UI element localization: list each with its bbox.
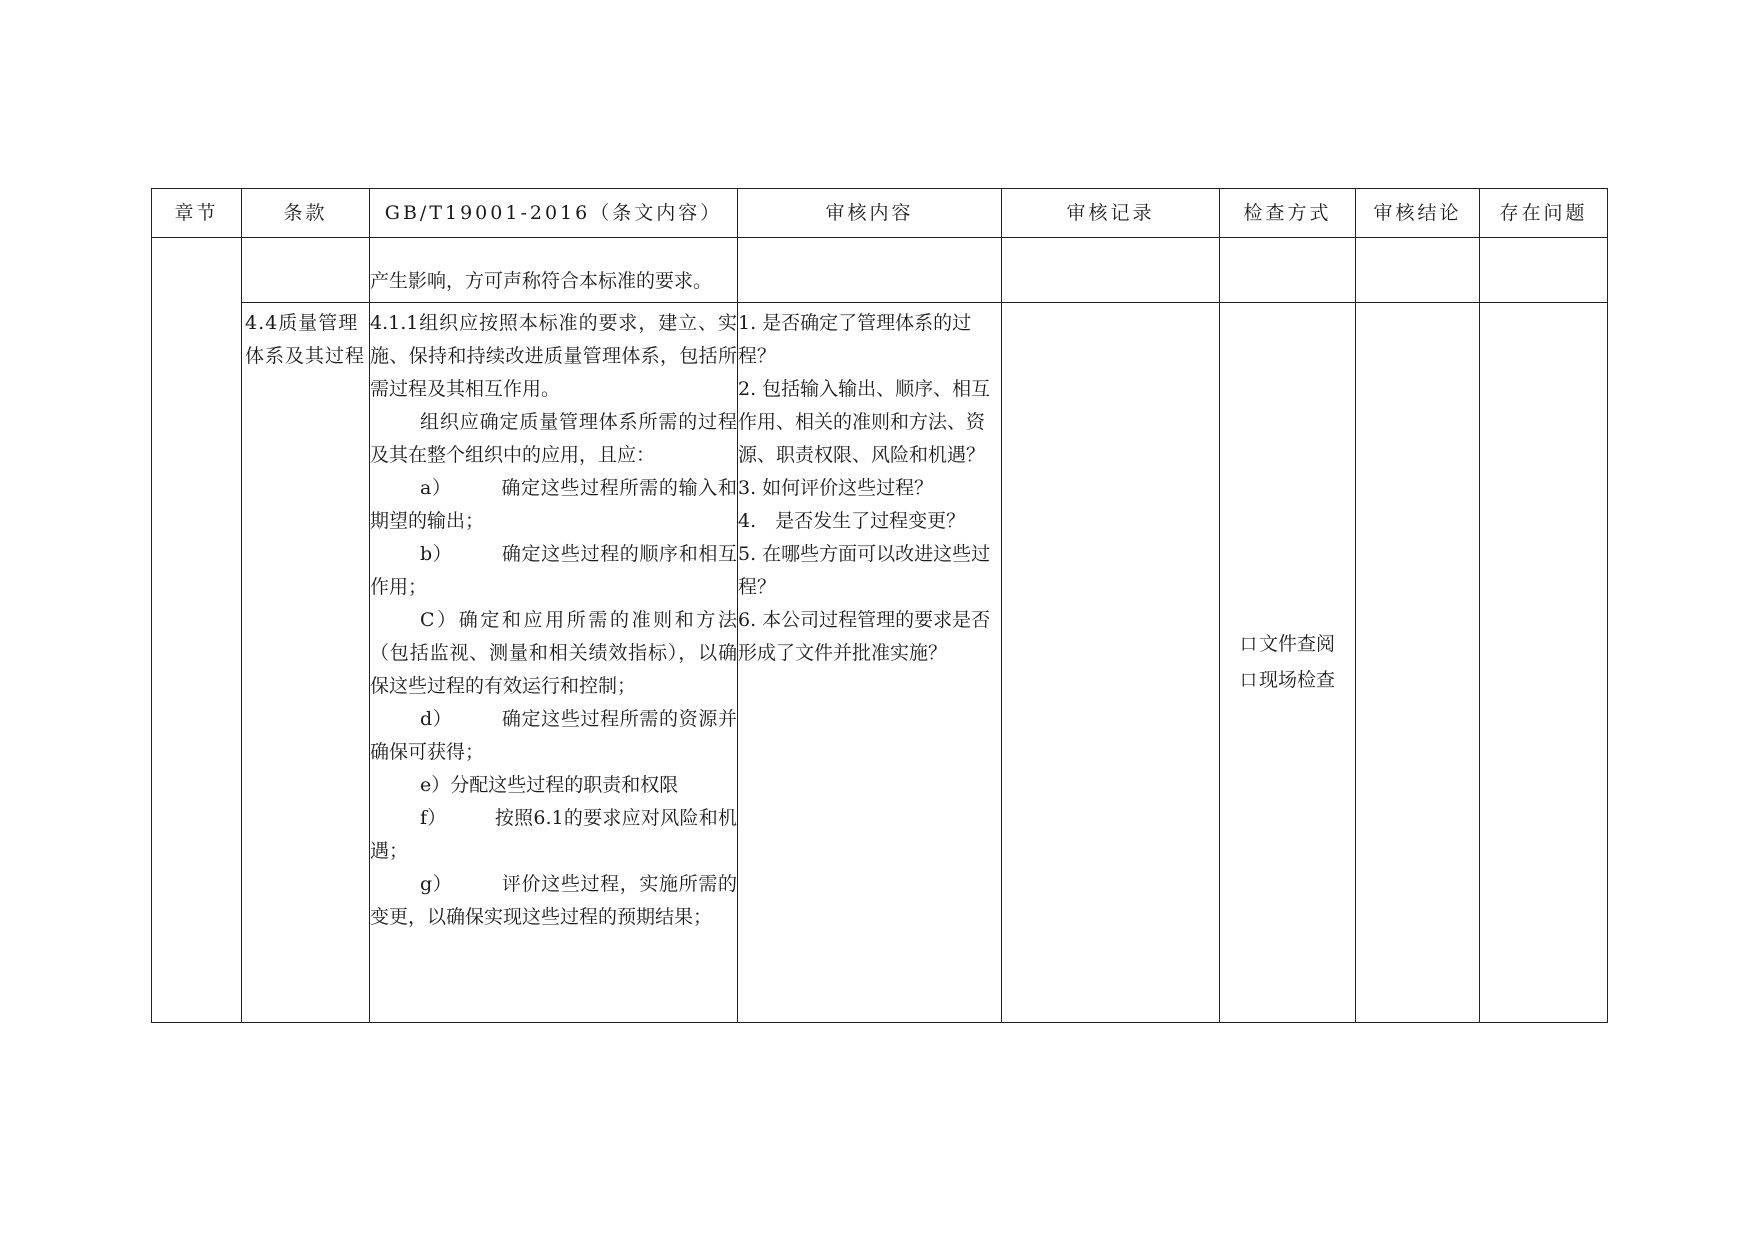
check-option-document-review[interactable] — [1240, 627, 1335, 663]
header-check-method: 检查方式 — [1220, 189, 1356, 238]
audit-question-5: 5. 在哪些方面可以改进这些过程？ — [738, 543, 991, 598]
standard-para-1: 4.1.1组织应按照本标准的要求，建立、实施、保持和持续改进质量管理体系，包括所需过程及其相互作用。 — [370, 312, 737, 400]
header-clause: 条款 — [242, 189, 370, 238]
standard-cell-continuation — [370, 238, 738, 303]
check-method-cell — [1220, 303, 1356, 1023]
clause-cell: 4.4质量管理体系及其过程 — [242, 303, 370, 1023]
conclusion-cell[interactable] — [1356, 303, 1480, 1023]
standard-item-a: a） 确定这些过程所需的输入和期望的输出； — [370, 477, 737, 532]
clause-cell-empty — [242, 238, 370, 303]
check-option-document-review-label: 文件查阅 — [1258, 632, 1335, 655]
standard-continuation-text: 产生影响，方可声称符合本标准的要求。 — [370, 270, 713, 292]
conclusion-cell-empty — [1356, 238, 1480, 303]
header-issues: 存在问题 — [1480, 189, 1608, 238]
header-audit-content: 审核内容 — [738, 189, 1002, 238]
chapter-cell — [152, 238, 242, 1023]
audit-question-6: 6. 本公司过程管理的要求是否形成了文件并批准实施？ — [738, 609, 991, 664]
standard-item-b: b） 确定这些过程的顺序和相互作用； — [370, 543, 737, 598]
audit-content-cell-empty — [738, 238, 1002, 303]
header-standard: GB/T19001-2016（条文内容） — [370, 189, 738, 238]
standard-item-c: C）确定和应用所需的准则和方法（包括监视、测量和相关绩效指标），以确保这些过程的有效运行和控制； — [370, 609, 737, 697]
audit-record-cell-empty — [1002, 238, 1220, 303]
audit-question-1: 1. 是否确定了管理体系的过程？ — [738, 312, 972, 367]
standard-item-e: e）分配这些过程的职责和权限 — [420, 774, 679, 796]
standard-item-d: d） 确定这些过程所需的资源并确保可获得； — [370, 708, 737, 763]
audit-record-cell[interactable] — [1002, 303, 1220, 1023]
checkbox-icon[interactable]: 口 — [1239, 634, 1257, 655]
standard-item-f: f） 按照6.1的要求应对风险和机遇； — [370, 807, 737, 862]
audit-content-cell — [738, 303, 1002, 1023]
audit-question-2: 2. 包括输入输出、顺序、相互作用、相关的准则和方法、资源、职责权限、风险和机遇？ — [738, 378, 991, 466]
table-row-continuation — [152, 238, 1608, 303]
audit-question-4: 4. 是否发生了过程变更？ — [738, 510, 966, 532]
issues-cell[interactable] — [1480, 303, 1608, 1023]
standard-item-g: g） 评价这些过程，实施所需的变更，以确保实现这些过程的预期结果； — [370, 873, 737, 928]
check-option-site-inspection[interactable] — [1240, 663, 1335, 699]
table-row-4-4 — [152, 303, 1608, 1023]
standard-para-2: 组织应确定质量管理体系所需的过程及其在整个组织中的应用，且应： — [370, 411, 737, 466]
table-header-row — [152, 189, 1608, 238]
check-method-cell-empty — [1220, 238, 1356, 303]
standard-text-cell — [370, 303, 738, 1023]
issues-cell-empty — [1480, 238, 1608, 303]
header-chapter: 章节 — [152, 189, 242, 238]
checkbox-icon[interactable]: 口 — [1239, 670, 1257, 691]
header-audit-record: 审核记录 — [1002, 189, 1220, 238]
check-option-site-inspection-label: 现场检查 — [1258, 668, 1335, 691]
audit-question-3: 3. 如何评价这些过程？ — [738, 477, 934, 499]
audit-checklist-table — [151, 188, 1608, 1023]
header-conclusion: 审核结论 — [1356, 189, 1480, 238]
